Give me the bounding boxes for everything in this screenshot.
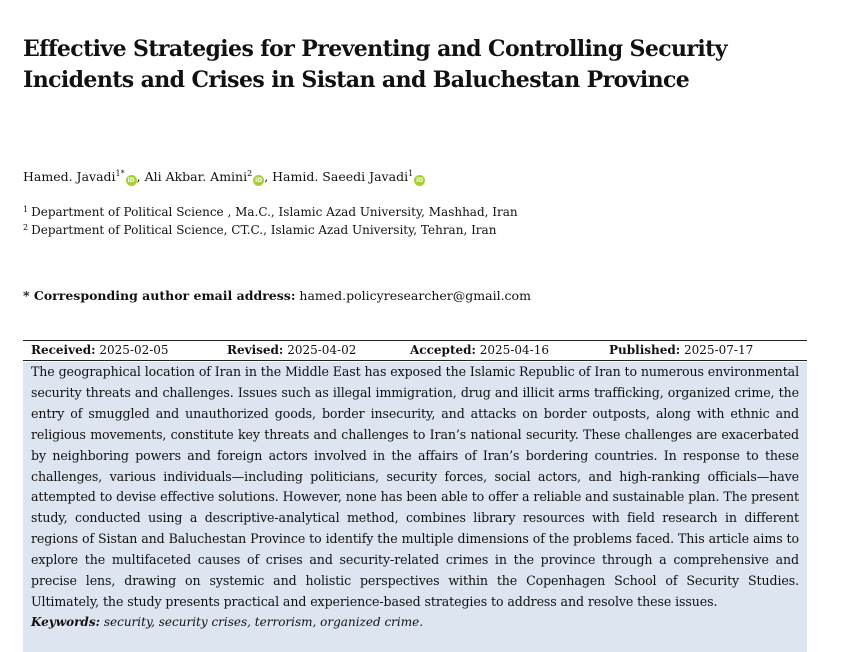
corresponding-label: * Corresponding author email address: — [23, 288, 296, 303]
keywords-label: Keywords: — [31, 614, 101, 629]
keywords-text: security, security crises, terrorism, organized crime. — [103, 614, 424, 629]
accepted-value: 2025-04-16 — [479, 343, 549, 357]
affiliation-item — [23, 202, 518, 220]
affiliation-text: Department of Political Science, CT.C., Islamic Azad University, Tehran, Iran — [31, 223, 497, 237]
author-separator: , — [264, 169, 273, 184]
revised-date — [227, 341, 356, 360]
affiliation-number: 1 — [23, 205, 29, 214]
affiliation-text: Department of Political Science , Ma.C., Islamic Azad University, Mashhad, Iran — [31, 205, 518, 219]
author-name: Hamed. Javadi — [23, 169, 116, 184]
orcid-icon[interactable]: iD — [127, 177, 135, 184]
author-separator: , — [136, 169, 145, 184]
received-value: 2025-02-05 — [99, 343, 169, 357]
author-affiliation-mark: 1 — [408, 169, 414, 178]
author-name: Hamid. Saeedi Javadi — [272, 169, 409, 184]
author-affiliation-mark: 2 — [247, 169, 253, 178]
revised-value: 2025-04-02 — [287, 343, 357, 357]
abstract-text: The geographical location of Iran in the Middle East has exposed the Islamic Republic of Iran to numerous environmental security threats and challenges. Issues such as illegal immigration, drug and illicit arms trafficking, organized crime, the entry of smuggled and unauthorized goods, border insecurity, and attacks on border outposts, along with ethnic and religious movements, constitute key threats and challenges to Iran’s national security. These challenges are exacerbated by neighboring powers and foreign actors involved in the affairs of Iran’s bordering countries. In response to these challenges, various individuals—including politicians, security forces, social actors, and high-ranking officials—have attempted to devise effective solutions. However, none has been able to offer a reliable and sustainable plan. The present study, conducted using a descriptive-analytical method, combines library resources with field research in different regions of Sistan and Baluchestan Province to identify the multiple dimensions of the problems faced. This article aims to explore the multifaceted causes of crises and security-related crimes in the province through a comprehensive and precise lens, drawing on systemic and holistic perspectives within the Copenhagen School of Security Studies. Ultimately, the study presents practical and experience-based strategies to address and resolve these issues. — [31, 364, 799, 609]
published-label: Published: — [609, 343, 681, 357]
keywords — [31, 613, 799, 631]
affiliation-number: 2 — [23, 223, 29, 232]
dates-bar — [23, 340, 807, 361]
affiliation-item — [23, 220, 518, 238]
author-affiliation-mark: 1* — [115, 169, 125, 178]
revised-label: Revised: — [227, 343, 284, 357]
corresponding-email[interactable]: hamed.policyresearcher@gmail.com — [299, 288, 531, 303]
accepted-label: Accepted: — [410, 343, 476, 357]
orcid-icon[interactable]: iD — [416, 177, 424, 184]
published-date — [609, 341, 753, 360]
affiliation-list — [23, 202, 518, 238]
received-date — [31, 341, 169, 360]
paper-title: Effective Strategies for Preventing and Controlling Security Incidents and Crises in Sistan and Baluchestan Province — [23, 36, 727, 93]
author-list — [23, 165, 425, 186]
author-name: Ali Akbar. Amini — [144, 169, 248, 184]
orcid-icon[interactable]: iD — [255, 177, 263, 184]
corresponding-author — [23, 287, 531, 305]
abstract-box — [23, 362, 807, 652]
published-value: 2025-07-17 — [684, 343, 754, 357]
received-label: Received: — [31, 343, 96, 357]
accepted-date — [410, 341, 549, 360]
